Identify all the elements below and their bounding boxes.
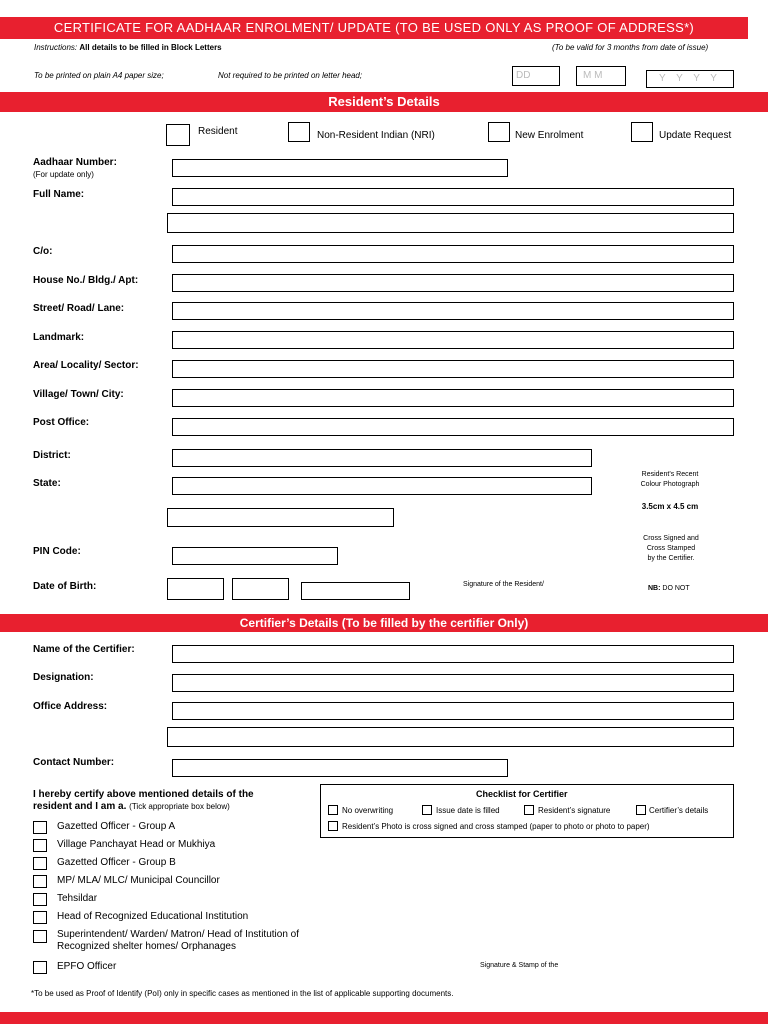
house-number-label: House No./ Bldg./ Apt: [33, 275, 139, 286]
street-field[interactable] [172, 302, 734, 320]
resident-checkbox[interactable] [166, 124, 190, 146]
date-of-birth-label: Date of Birth: [33, 581, 97, 592]
form-title: CERTIFICATE FOR AADHAAR ENROLMENT/ UPDATE (TO BE USED ONLY AS PROOF OF ADDRESS*) [0, 17, 748, 39]
checklist-photo-label: Resident’s Photo is cross signed and cross stamped (paper to photo or photo to paper) [342, 822, 650, 831]
option-education-head-label: Head of Recognized Educational Institution [57, 911, 249, 922]
care-of-field[interactable] [172, 245, 734, 263]
option-mp-mla-label: MP/ MLA/ MLC/ Municipal Councillor [57, 875, 220, 886]
photo-cross-sign-note: Cross Signed and Cross Stamped by the Certifier. [643, 535, 699, 562]
certify-text: I hereby certify above mentioned details of the resident and I am a. [33, 789, 254, 812]
resident-option-label: Resident [198, 126, 238, 137]
print-note-a4: To be printed on plain A4 paper size; [34, 71, 164, 80]
checklist-resident-signature-label: Resident’s signature [538, 806, 611, 815]
district-label: District: [33, 450, 71, 461]
instructions-label: Instructions: [34, 43, 78, 52]
option-gazetted-a-checkbox[interactable] [33, 821, 47, 834]
checklist-certifier-details-checkbox[interactable] [636, 805, 646, 815]
certifier-name-label: Name of the Certifier: [33, 644, 135, 655]
aadhaar-number-label: Aadhaar Number: [33, 157, 117, 168]
designation-label: Designation: [33, 672, 94, 683]
footer-bar [0, 1012, 768, 1024]
area-label: Area/ Locality/ Sector: [33, 360, 139, 371]
checklist-title: Checklist for Certifier [476, 789, 568, 799]
certifiers-details-header: Certifier’s Details (To be filled by the certifier Only) [0, 614, 768, 632]
option-panchayat-label: Village Panchayat Head or Mukhiya [57, 839, 216, 850]
nb-text: DO NOT [662, 585, 690, 592]
village-label: Village/ Town/ City: [33, 389, 124, 400]
full-name-field-line2[interactable] [167, 213, 734, 233]
contact-number-field[interactable] [172, 759, 508, 777]
update-request-checkbox[interactable] [631, 122, 653, 142]
photo-label: Resident’s Recent Colour Photograph [640, 471, 700, 488]
option-gazetted-a-label: Gazetted Officer - Group A [57, 821, 176, 832]
footer-note: *To be used as Proof of Identify (PoI) only in specific cases as mentioned in the list of applicable supporting documents. [31, 989, 454, 998]
care-of-label: C/o: [33, 246, 53, 257]
nri-checkbox[interactable] [288, 122, 310, 142]
checklist-resident-signature-checkbox[interactable] [524, 805, 534, 815]
option-superintendent-checkbox[interactable] [33, 930, 47, 943]
issue-date-year[interactable]: Y Y Y Y [646, 70, 734, 88]
checklist-no-overwriting-label: No overwriting [342, 806, 394, 815]
option-gazetted-b-label: Gazetted Officer - Group B [57, 857, 176, 868]
state-label: State: [33, 478, 61, 489]
issue-date-day[interactable]: DD [512, 66, 560, 86]
residents-details-header: Resident’s Details [0, 92, 768, 112]
post-office-label: Post Office: [33, 417, 90, 428]
office-address-field-line1[interactable] [172, 702, 734, 720]
checklist-issue-date-label: Issue date is filled [436, 806, 500, 815]
state-field[interactable] [172, 477, 592, 495]
option-epfo-label: EPFO Officer [57, 961, 117, 972]
post-office-field[interactable] [172, 418, 734, 436]
option-tehsildar-checkbox[interactable] [33, 893, 47, 906]
update-request-option-label: Update Request [659, 130, 732, 141]
contact-number-label: Contact Number: [33, 757, 115, 768]
full-name-field-line1[interactable] [172, 188, 734, 206]
office-address-label: Office Address: [33, 701, 108, 712]
landmark-field[interactable] [172, 331, 734, 349]
resident-signature-label: Signature of the Resident/ [463, 581, 544, 588]
issue-date-month[interactable]: M M [576, 66, 626, 86]
option-education-head-checkbox[interactable] [33, 911, 47, 924]
option-gazetted-b-checkbox[interactable] [33, 857, 47, 870]
state-field-line2[interactable] [167, 508, 394, 527]
landmark-label: Landmark: [33, 332, 85, 343]
validity-note: (To be valid for 3 months from date of issue) [552, 43, 709, 52]
checklist-no-overwriting-checkbox[interactable] [328, 805, 338, 815]
dob-day-field[interactable] [167, 578, 224, 600]
aadhaar-number-field[interactable] [172, 159, 508, 177]
checklist-photo-checkbox[interactable] [328, 821, 338, 831]
option-epfo-checkbox[interactable] [33, 961, 47, 974]
tick-note: (Tick appropriate box below) [129, 802, 230, 811]
instructions-text: All details to be filled in Block Letters [79, 43, 222, 52]
pin-code-label: PIN Code: [33, 546, 81, 557]
nb-label: NB: [648, 585, 661, 592]
print-note-letterhead: Not required to be printed on letter head; [218, 71, 363, 80]
checklist-issue-date-checkbox[interactable] [422, 805, 432, 815]
certifier-name-field[interactable] [172, 645, 734, 663]
dob-month-field[interactable] [232, 578, 289, 600]
option-panchayat-checkbox[interactable] [33, 839, 47, 852]
house-number-field[interactable] [172, 274, 734, 292]
option-superintendent-label: Superintendent/ Warden/ Matron/ Head of Institution of Recognized shelter homes/ Orphanages [57, 929, 299, 952]
photo-size: 3.5cm x 4.5 cm [641, 502, 699, 511]
checklist-certifier-details-label: Certifier’s details [649, 806, 709, 815]
district-field[interactable] [172, 449, 592, 467]
office-address-field-line2[interactable] [167, 727, 734, 747]
instructions [34, 43, 222, 52]
certify-statement [33, 789, 283, 813]
option-mp-mla-checkbox[interactable] [33, 875, 47, 888]
designation-field[interactable] [172, 674, 734, 692]
certifier-signature-label: Signature & Stamp of the [480, 962, 559, 969]
full-name-label: Full Name: [33, 189, 85, 200]
street-label: Street/ Road/ Lane: [33, 303, 125, 314]
dob-year-field[interactable] [301, 582, 410, 600]
new-enrolment-checkbox[interactable] [488, 122, 510, 142]
nri-option-label: Non-Resident Indian (NRI) [317, 130, 435, 141]
pin-code-field[interactable] [172, 547, 338, 565]
new-enrolment-option-label: New Enrolment [515, 130, 584, 141]
village-field[interactable] [172, 389, 734, 407]
nb-note [648, 585, 690, 592]
area-field[interactable] [172, 360, 734, 378]
aadhaar-update-note: (For update only) [33, 170, 94, 179]
option-tehsildar-label: Tehsildar [57, 893, 98, 904]
